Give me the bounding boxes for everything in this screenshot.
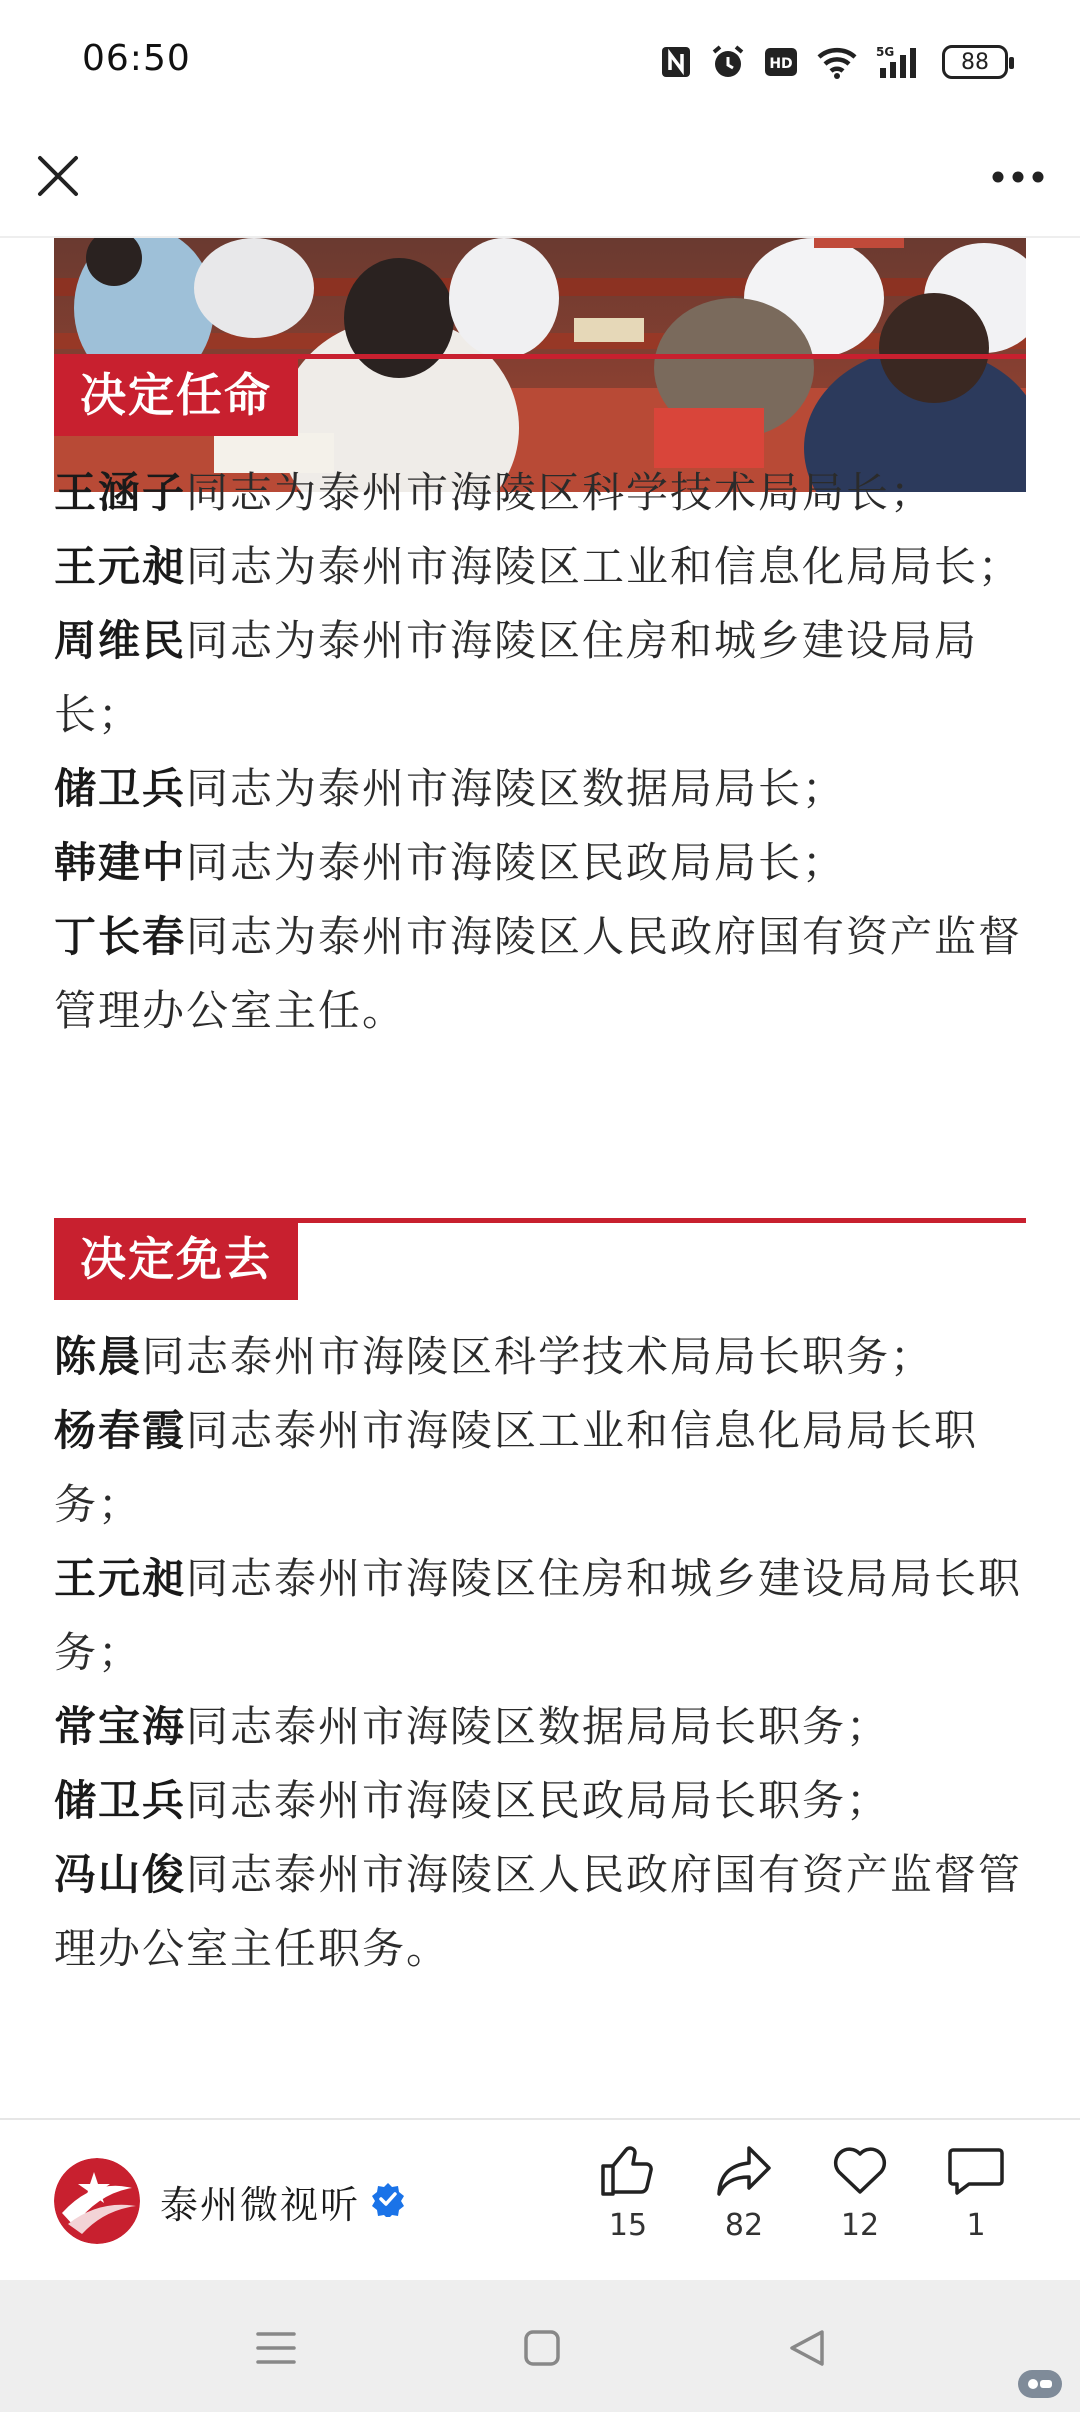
watermark	[1018, 2370, 1062, 2398]
list-item: 冯山俊同志泰州市海陵区人民政府国有资产监督管理办公室主任职务。	[54, 1850, 1023, 1973]
back-button[interactable]	[778, 2320, 838, 2380]
svg-text:HD: HD	[769, 56, 793, 72]
list-item: 储卫兵同志泰州市海陵区民政局局长职务；	[54, 1776, 891, 1825]
system-nav-bar	[0, 2280, 1080, 2412]
account-name[interactable]: 泰州微视听	[160, 2182, 361, 2227]
list-item: 储卫兵同志为泰州市海陵区数据局局长；	[54, 764, 847, 813]
more-button[interactable]	[978, 146, 1058, 210]
battery-indicator	[942, 45, 1008, 79]
list-item: 周维民同志为泰州市海陵区住房和城乡建设局局长；	[54, 616, 979, 739]
avatar[interactable]	[54, 2158, 140, 2244]
account-info[interactable]	[54, 2158, 406, 2244]
favorite-count: 12	[840, 2208, 880, 2243]
comment-icon	[926, 2142, 1026, 2198]
list-item: 王元昶同志泰州市海陵区住房和城乡建设局局长职务；	[54, 1554, 1023, 1677]
hd-icon	[764, 47, 798, 77]
list-item: 丁长春同志为泰州市海陵区人民政府国有资产监督管理办公室主任。	[54, 912, 1023, 1035]
list-item: 陈晨同志泰州市海陵区科学技术局局长职务；	[54, 1332, 935, 1381]
svg-text:5G: 5G	[876, 45, 895, 59]
nfc-icon	[660, 45, 692, 79]
share-count: 82	[724, 2208, 764, 2243]
section-title: 决定免去	[54, 1218, 298, 1300]
list-item: 韩建中同志为泰州市海陵区民政局局长；	[54, 838, 847, 887]
like-button[interactable]	[578, 2142, 678, 2243]
menu-icon	[256, 2330, 296, 2370]
status-time: 06:50	[82, 38, 191, 79]
like-icon	[578, 2142, 678, 2198]
back-icon	[788, 2328, 828, 2372]
section-header	[54, 354, 1026, 438]
favorite-button[interactable]	[810, 2142, 910, 2243]
comment-count: 1	[966, 2208, 986, 2243]
battery-level: 88	[961, 49, 989, 75]
list-item: 王涵子同志为泰州市海陵区科学技术局局长；	[54, 468, 935, 517]
home-button[interactable]	[512, 2320, 572, 2380]
status-icons	[660, 40, 1008, 84]
action-bar	[0, 2118, 1080, 2280]
more-icon	[991, 169, 1045, 188]
top-nav	[0, 120, 1080, 238]
favorite-icon	[810, 2142, 910, 2198]
section-body	[54, 456, 1026, 1048]
list-item: 常宝海同志泰州市海陵区数据局局长职务；	[54, 1702, 891, 1751]
list-item: 杨春霞同志泰州市海陵区工业和信息化局局长职务；	[54, 1406, 979, 1529]
section-appointments	[54, 354, 1026, 1048]
wifi-icon	[816, 45, 858, 79]
share-button[interactable]	[694, 2142, 794, 2243]
status-bar	[0, 0, 1080, 120]
alarm-icon	[710, 44, 746, 80]
section-title: 决定任命	[54, 354, 298, 436]
section-body	[54, 1320, 1026, 1986]
menu-button[interactable]	[246, 2320, 306, 2380]
section-removals	[54, 1218, 1026, 1986]
close-button[interactable]	[26, 146, 90, 210]
section-header	[54, 1218, 1026, 1302]
share-icon	[694, 2142, 794, 2198]
comment-button[interactable]	[926, 2142, 1026, 2243]
list-item: 王元昶同志为泰州市海陵区工业和信息化局局长；	[54, 542, 1023, 591]
like-count: 15	[608, 2208, 648, 2243]
watermark-logo	[1018, 2370, 1062, 2398]
home-icon	[523, 2329, 561, 2371]
5g-signal-icon	[876, 44, 924, 80]
article-content[interactable]	[0, 238, 1080, 2118]
verified-icon	[370, 2181, 406, 2221]
close-icon	[36, 154, 80, 202]
